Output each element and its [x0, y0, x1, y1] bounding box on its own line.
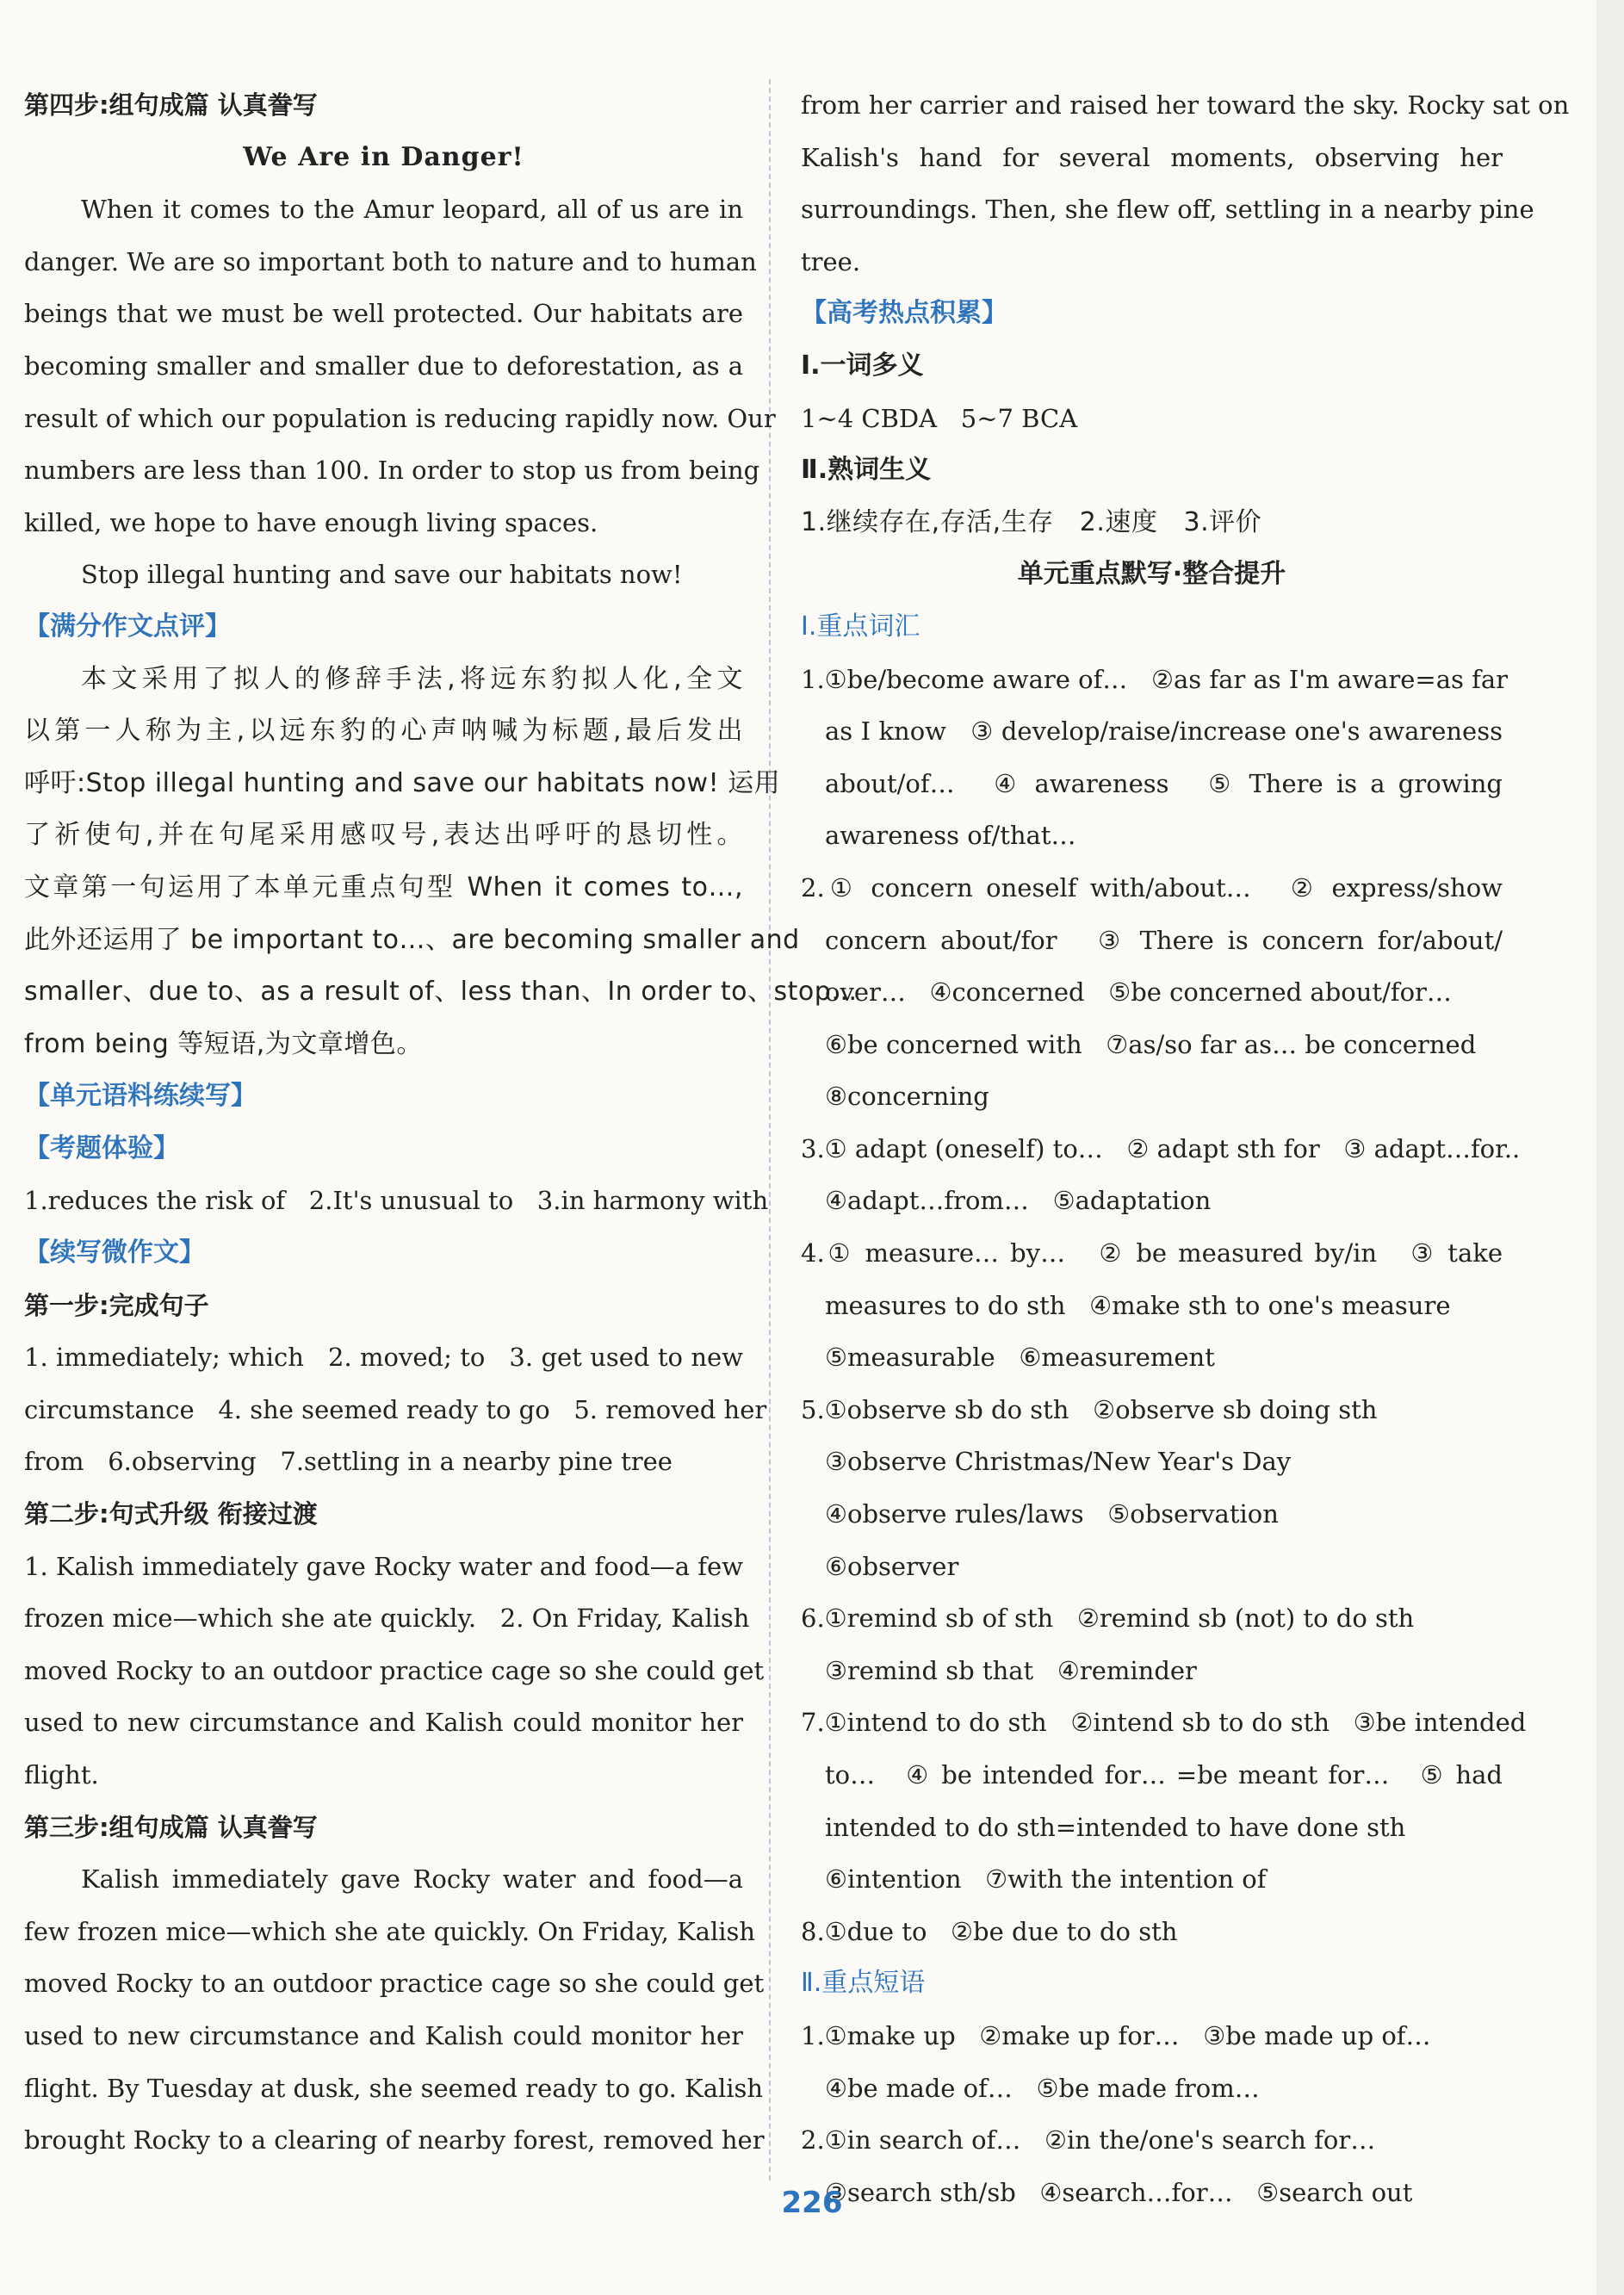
- vocab-answer-line: ⑥be concerned with ⑦as/so far as… be concerned: [825, 1029, 1477, 1059]
- essay-line: Stop illegal hunting and save our habitats now!: [81, 560, 683, 590]
- essay-line: numbers are less than 100. In order to stop us from being: [24, 456, 760, 486]
- essay-line: beings that we must be well protected. Our habitats are: [24, 299, 743, 329]
- column-divider: [769, 79, 771, 2180]
- step3-line: brought Rocky to a clearing of nearby forest, removed her: [24, 2125, 765, 2155]
- vocab-answer-line: to… ④ be intended for… =be meant for… ⑤ had: [825, 1760, 1503, 1789]
- step2-heading: 第二步:句式升级 衔接过渡: [24, 1499, 318, 1529]
- vocab-answer-line: 8.①due to ②be due to do sth: [801, 1916, 1178, 1946]
- hot2-answers: 1.继续存在,存活,生存 2.速度 3.评价: [801, 506, 1262, 537]
- phrase-heading: Ⅱ.重点短语: [801, 1968, 926, 1999]
- vocab-answer-line: awareness of/that…: [825, 821, 1076, 851]
- practice-heading: 【单元语料练续写】: [24, 1081, 257, 1112]
- vocab-answer-line: 4.① measure… by… ② be measured by/in ③ take: [801, 1238, 1503, 1268]
- phrase-answer-line: 1.①make up ②make up for… ③be made up of…: [801, 2020, 1431, 2050]
- vocab-heading: Ⅰ.重点词汇: [801, 611, 920, 642]
- phrase-answer-line: 2.①in search of… ②in the/one's search for…: [801, 2125, 1376, 2155]
- review-line: from being 等短语,为文章增色。: [24, 1028, 423, 1059]
- phrase-list: [801, 2010, 1503, 2218]
- step2-line: 1. Kalish immediately gave Rocky water and food—a few: [24, 1551, 743, 1581]
- vocab-answer-line: intended to do sth=intended to have done sth: [825, 1812, 1406, 1842]
- essay-title: We Are in Danger!: [243, 141, 524, 172]
- step3-heading: 第三步:组句成篇 认真誊写: [24, 1812, 318, 1842]
- step4-heading: 第四步:组句成篇 认真誊写: [24, 90, 318, 120]
- hot1-answers: 1~4 CBDA 5~7 BCA: [801, 403, 1078, 433]
- continuation-line: tree.: [801, 246, 861, 276]
- vocab-answer-line: ③remind sb that ④reminder: [825, 1655, 1197, 1685]
- vocab-answer-line: 6.①remind sb of sth ②remind sb (not) to do sth: [801, 1603, 1415, 1634]
- vocab-answer-line: 5.①observe sb do sth ②observe sb doing sth: [801, 1394, 1378, 1424]
- hot-heading: 【高考热点积累】: [801, 298, 1007, 329]
- step1-heading: 第一步:完成句子: [24, 1290, 209, 1320]
- step2-line: used to new circumstance and Kalish could monitor her: [24, 1708, 743, 1738]
- continuation-line: from her carrier and raised her toward the sky. Rocky sat on: [801, 90, 1570, 120]
- review-line: 以第一人称为主,以远东豹的心声呐喊为标题,最后发出: [24, 716, 743, 747]
- vocab-answer-line: ③observe Christmas/New Year's Day: [825, 1447, 1292, 1477]
- essay-line: result of which our population is reducing rapidly now. Our: [24, 403, 776, 433]
- vocab-list: [801, 654, 1527, 1958]
- step2-line: moved Rocky to an outdoor practice cage so she could get: [24, 1655, 765, 1685]
- vocab-answer-line: 1.①be/become aware of… ②as far as I'm aware=as far: [801, 664, 1508, 694]
- essay-line: danger. We are so important both to nature and to human: [24, 246, 757, 276]
- right-column: [801, 79, 1570, 2218]
- vocab-answer-line: measures to do sth ④make sth to one's measure: [825, 1290, 1451, 1320]
- phrase-answer-line: ④be made of… ⑤be made from…: [825, 2073, 1260, 2103]
- page-number: 226: [781, 2186, 843, 2220]
- vocab-answer-line: ⑥intention ⑦with the intention of: [825, 1864, 1267, 1895]
- review-heading: 【满分作文点评】: [24, 611, 231, 642]
- step1-line: circumstance 4. she seemed ready to go 5. removed her: [24, 1394, 767, 1424]
- exam-answers: 1.reduces the risk of 2.It's unusual to 3.in harmony with: [24, 1186, 769, 1216]
- review-line: 呼吁:Stop illegal hunting and save our habitats now! 运用: [24, 767, 781, 798]
- continuation-line: Kalish's hand for several moments, observing her: [801, 142, 1503, 172]
- review-line: 此外还运用了 be important to…、are becoming smaller and: [24, 924, 800, 955]
- vocab-answer-line: concern about/for ③ There is concern for/about/: [825, 925, 1503, 955]
- vocab-answer-line: 3.① adapt (oneself) to… ② adapt sth for ③ adapt…for..: [801, 1133, 1521, 1163]
- step3-line: used to new circumstance and Kalish could monitor her: [24, 2020, 743, 2050]
- step3-line: moved Rocky to an outdoor practice cage so she could get: [24, 1969, 765, 1999]
- vocab-answer-line: ⑤measurable ⑥measurement: [825, 1343, 1215, 1373]
- continuation-line: surroundings. Then, she flew off, settling in a nearby pine: [801, 195, 1534, 225]
- vocab-answer-line: ⑥observer: [825, 1551, 959, 1581]
- step2-line: flight.: [24, 1760, 99, 1789]
- vocab-answer-line: about/of… ④ awareness ⑤ There is a growing: [825, 768, 1503, 798]
- essay-line: becoming smaller and smaller due to deforestation, as a: [24, 350, 743, 381]
- hot1-heading: Ⅰ.一词多义: [801, 350, 924, 381]
- vocab-answer-line: over… ④concerned ⑤be concerned about/for…: [825, 977, 1452, 1008]
- vocab-answer-line: ⑧concerning: [825, 1082, 989, 1112]
- vocab-answer-line: as I know ③ develop/raise/increase one's awareness: [825, 716, 1503, 747]
- step2-line: frozen mice—which she ate quickly. 2. On Friday, Kalish: [24, 1603, 750, 1634]
- exam-heading: 【考题体验】: [24, 1132, 179, 1163]
- essay-line: killed, we hope to have enough living spaces.: [24, 507, 598, 537]
- phrase-answer-line: ③search sth/sb ④search…for… ⑤search out: [825, 2177, 1413, 2207]
- review-line: smaller、due to、as a result of、less than、In order to、stop…: [24, 977, 858, 1008]
- vocab-answer-line: ④adapt…from… ⑤adaptation: [825, 1186, 1212, 1216]
- hot2-heading: Ⅱ.熟词生义: [801, 455, 932, 486]
- review-line: 了祈使句,并在句尾采用感叹号,表达出呼吁的恳切性。: [24, 820, 743, 851]
- vocab-answer-line: ④observe rules/laws ⑤observation: [825, 1499, 1279, 1529]
- step1-line: from 6.observing 7.settling in a nearby pine tree: [24, 1447, 673, 1477]
- unit-heading: 单元重点默写·整合提升: [1017, 559, 1286, 590]
- step3-line: Kalish immediately gave Rocky water and food—a: [81, 1864, 743, 1895]
- essay-line: When it comes to the Amur leopard, all of us are in: [81, 195, 743, 225]
- micro-heading: 【续写微作文】: [24, 1237, 205, 1268]
- vocab-answer-line: 7.①intend to do sth ②intend sb to do sth ③be intended: [801, 1708, 1527, 1738]
- vocab-answer-line: 2.① concern oneself with/about… ② express/show: [801, 872, 1503, 902]
- review-line: 文章第一句运用了本单元重点句型 When it comes to…,: [24, 871, 743, 902]
- step1-line: 1. immediately; which 2. moved; to 3. get used to new: [24, 1343, 743, 1373]
- left-column: [24, 79, 858, 2167]
- review-line: 本文采用了拟人的修辞手法,将远东豹拟人化,全文: [81, 663, 743, 694]
- step3-line: few frozen mice—which she ate quickly. On Friday, Kalish: [24, 1916, 756, 1946]
- page-edge: [1596, 0, 1624, 2295]
- step3-line: flight. By Tuesday at dusk, she seemed ready to go. Kalish: [24, 2073, 764, 2103]
